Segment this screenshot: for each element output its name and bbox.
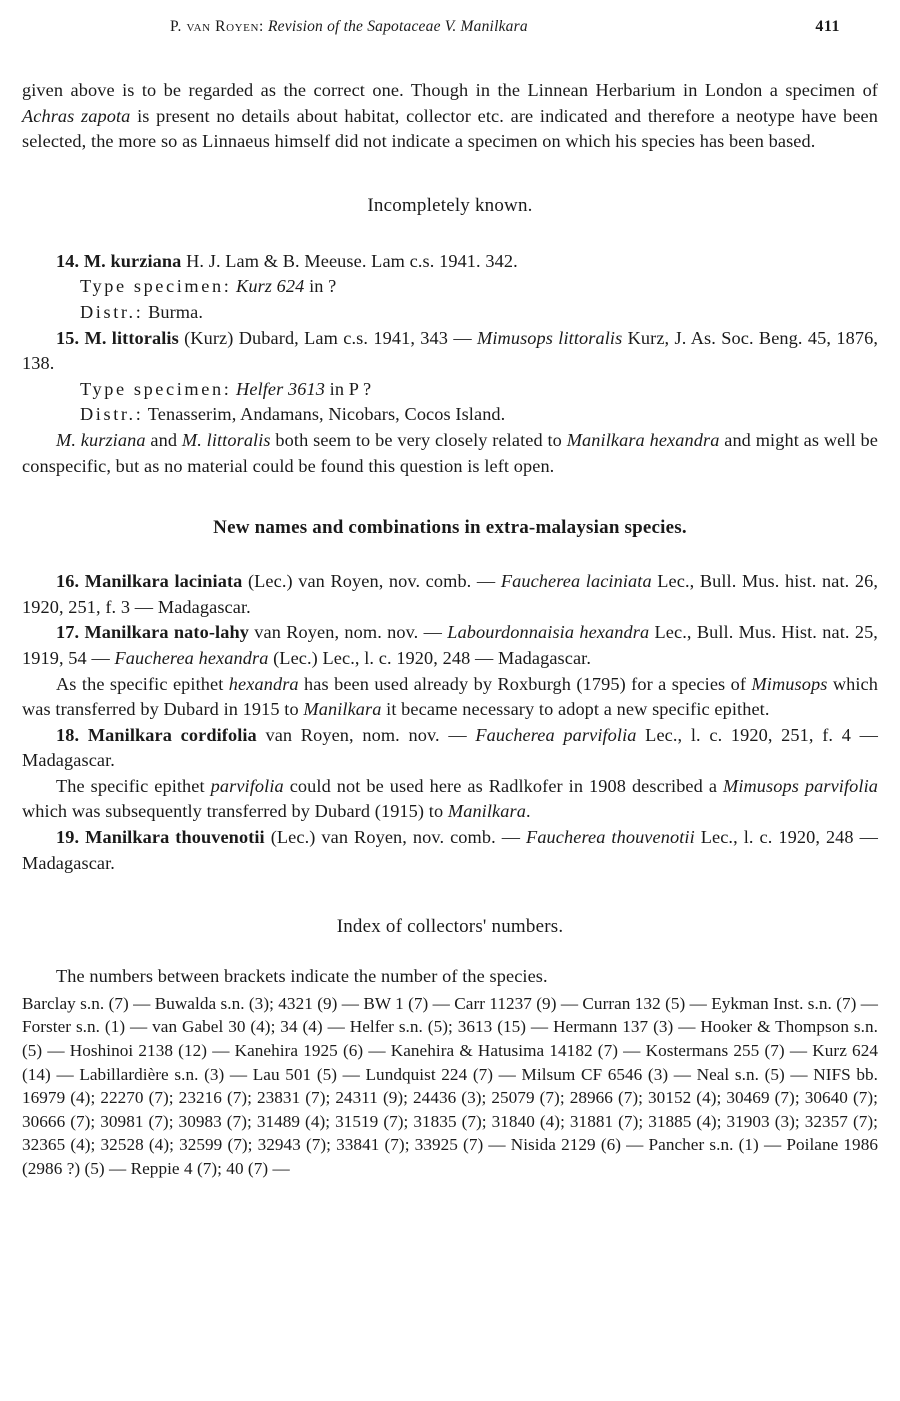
para-parvifolia-t3: which was subsequently transferred by Dubard (1915) to xyxy=(22,801,448,822)
paragraph-intro-part-b: is present no details about habitat, collector etc. are indicated and therefore a neotype have been selected, the more so as Linnaeus himself did not indicate a specimen on which his species has been based. xyxy=(22,105,878,152)
entry-15-rest: (Kurz) Dubard, Lam c.s. 1941, 343 — xyxy=(178,327,478,348)
entry-14-type-tail: in ? xyxy=(304,276,337,297)
entry-17-synonym: Faucherea hexandra xyxy=(114,647,269,668)
entry-14-name: M. kurziana xyxy=(83,250,182,271)
para-parvifolia-t1: The specific epithet xyxy=(56,775,211,796)
epithet-parvifolia: parvifolia xyxy=(210,775,284,796)
entry-15-type-label: Type specimen: xyxy=(80,378,232,399)
entry-15-distr-label: Distr.: xyxy=(80,404,144,425)
paragraph-kurziana-littoralis xyxy=(22,428,878,479)
entry-19-name: Manilkara thouvenotii xyxy=(85,827,265,848)
entry-15-synonym: Mimusops littoralis xyxy=(477,327,623,348)
entry-15-distribution xyxy=(22,402,878,428)
entry-15 xyxy=(22,326,878,377)
page-header xyxy=(60,18,840,42)
genus-mimusops: Mimusops xyxy=(751,673,828,694)
entry-14-distr-label: Distr.: xyxy=(80,301,144,322)
page-content xyxy=(22,78,878,1181)
para-hexandra-t3: which was transferred by Dubard in 1915 to xyxy=(22,673,879,720)
para-hexandra-t2: has been used already by Roxburgh (1795) for a species of xyxy=(298,673,752,694)
entry-14-distr-value: Burma. xyxy=(143,301,204,322)
entry-15-number: 15. xyxy=(56,327,80,348)
entry-16-basionym: Faucherea laciniata xyxy=(500,571,652,592)
genus-manilkara: Manilkara xyxy=(303,699,382,720)
entry-17 xyxy=(22,620,878,671)
species-m-littoralis: M. littoralis xyxy=(181,429,271,450)
entry-14-type-value: Kurz 624 xyxy=(236,276,305,297)
entry-16-t1: (Lec.) van Royen, nov. comb. — xyxy=(242,571,501,592)
species-name-achras-zapota: Achras zapota xyxy=(22,105,131,126)
index-entries: Barclay s.n. (7) — Buwalda s.n. (3); 4321 (9) — BW 1 (7) — Carr 11237 (9) — Curran 132 (5) — Eykman Inst. s.n. (7) — Forster s.n. (1) — van Gabel 30 (4); 34 (4) — Helfer s.n. (5); 3613 (15) — Hermann 137 (3) — Hooker & Thompson s.n. (5) — Hoshinoi 2138 (12) — Kanehira 1925 (6) — Kanehira & Hatusima 14182 (7) — Kostermans 255 (7) — Kurz 624 (14) — Labillardière s.n. (3) — Lau 501 (5) — Lundquist 224 (7) — Milsum CF 6546 (3) — Neal s.n. (5) — NIFS bb. 16979 (4); 22270 (7); 23216 (7); 23831 (7); 24311 (9); 24436 (3); 25079 (7); 28966 (7); 30152 (4); 30469 (7); 30640 (7); 30666 (7); 30981 (7); 30983 (7); 31489 (4); 31519 (7); 31835 (7); 31840 (4); 31881 (7); 31885 (4); 31903 (3); 32357 (7); 32365 (4); 32528 (4); 32599 (7); 32943 (7); 33841 (7); 33925 (7) — Nisida 2129 (6) — Pancher s.n. (1) — Poilane 1986 (2986 ?) (5) — Reppie 4 (7); 40 (7) — xyxy=(22,993,878,1178)
paragraph-intro-part-a: given above is to be regarded as the correct one. Though in the Linnean Herbarium in London a specimen of xyxy=(22,80,878,100)
entry-18-name: Manilkara cordifolia xyxy=(87,724,257,745)
para-kurziana-t2: both seem to be very closely related to xyxy=(270,429,567,450)
entry-15-distr-value: Tenasserim, Andamans, Nicobars, Cocos Island. xyxy=(143,404,506,425)
paragraph-parvifolia-note xyxy=(22,774,878,825)
entry-18 xyxy=(22,723,878,774)
entry-18-basionym: Faucherea parvifolia xyxy=(475,724,637,745)
para-kurziana-t1: and xyxy=(145,429,182,450)
entry-18-t2: Lec., l. c. 1920, 251, f. 4 — Madagascar. xyxy=(22,724,879,771)
entry-15-name: M. littoralis xyxy=(84,327,179,348)
entry-17-t3: (Lec.) Lec., l. c. 1920, 248 — Madagascar. xyxy=(268,647,592,668)
page-number: 411 xyxy=(815,18,840,35)
entry-16-number: 16. xyxy=(56,571,80,592)
entry-19 xyxy=(22,825,878,876)
entry-15-type-specimen xyxy=(22,377,878,403)
species-manilkara-hexandra: Manilkara hexandra xyxy=(566,429,720,450)
para-parvifolia-t4: . xyxy=(525,801,531,822)
entry-14 xyxy=(22,249,878,275)
entry-14-distribution xyxy=(22,300,878,326)
paragraph-hexandra-note xyxy=(22,672,878,723)
entry-18-t1: van Royen, nom. nov. — xyxy=(256,724,476,745)
entry-19-t1: (Lec.) van Royen, nov. comb. — xyxy=(264,827,527,848)
entry-17-t2: Lec., Bull. Mus. Hist. nat. 25, 1919, 54 — xyxy=(22,622,878,668)
running-head-author: P. van Royen: xyxy=(170,18,264,35)
genus-manilkara-2: Manilkara xyxy=(447,801,526,822)
entry-17-basionym: Labourdonnaisia hexandra xyxy=(447,622,650,643)
entry-15-rest2: Kurz, J. As. Soc. Beng. 45, 1876, 138. xyxy=(22,327,878,374)
entry-17-number: 17. xyxy=(56,622,80,643)
entry-19-basionym: Faucherea thouvenotii xyxy=(526,827,695,848)
running-head-title: Revision of the Sapotaceae V. Manilkara xyxy=(268,18,528,35)
entry-15-type-tail: in P ? xyxy=(324,378,372,399)
entry-19-number: 19. xyxy=(56,827,80,848)
entry-19-t2: Lec., l. c. 1920, 248 — Madagascar. xyxy=(22,827,879,873)
species-mimusops-parvifolia: Mimusops parvifolia xyxy=(722,775,878,796)
index-intro: The numbers between brackets indicate the number of the species. xyxy=(56,966,548,987)
entry-16 xyxy=(22,569,878,620)
entry-17-t1: van Royen, nom. nov. — xyxy=(248,622,448,643)
entry-16-t2: Lec., Bull. Mus. hist. nat. 26, 1920, 251, f. 3 — Madagascar. xyxy=(22,571,879,617)
para-hexandra-t1: As the specific epithet xyxy=(56,673,229,694)
entry-15-type-value: Helfer 3613 xyxy=(236,378,325,399)
heading-new-names: New names and combinations in extra-malaysian species. xyxy=(213,517,687,539)
entry-17-name: Manilkara nato-lahy xyxy=(84,622,249,643)
para-kurziana-t3: and might as well be conspecific, but as no material could be found this question is left open. xyxy=(22,429,879,476)
epithet-hexandra: hexandra xyxy=(228,673,299,694)
entry-16-name: Manilkara laciniata xyxy=(84,571,243,592)
heading-incompletely-known: Incompletely known. xyxy=(367,194,533,216)
entry-14-type-specimen xyxy=(22,274,878,300)
para-hexandra-t4: it became necessary to adopt a new specific epithet. xyxy=(381,699,770,720)
para-parvifolia-t2: could not be used here as Radlkofer in 1908 described a xyxy=(283,775,723,796)
paragraph-intro xyxy=(22,78,878,155)
running-head xyxy=(170,18,528,36)
heading-index-of-collectors: Index of collectors' numbers. xyxy=(336,916,564,938)
entry-18-number: 18. xyxy=(56,724,80,745)
entry-14-number: 14. xyxy=(56,250,80,271)
entry-14-rest: H. J. Lam & B. Meeuse. Lam c.s. 1941. 342. xyxy=(181,250,518,271)
species-m-kurziana: M. kurziana xyxy=(56,429,146,450)
entry-14-type-label: Type specimen: xyxy=(80,276,232,297)
